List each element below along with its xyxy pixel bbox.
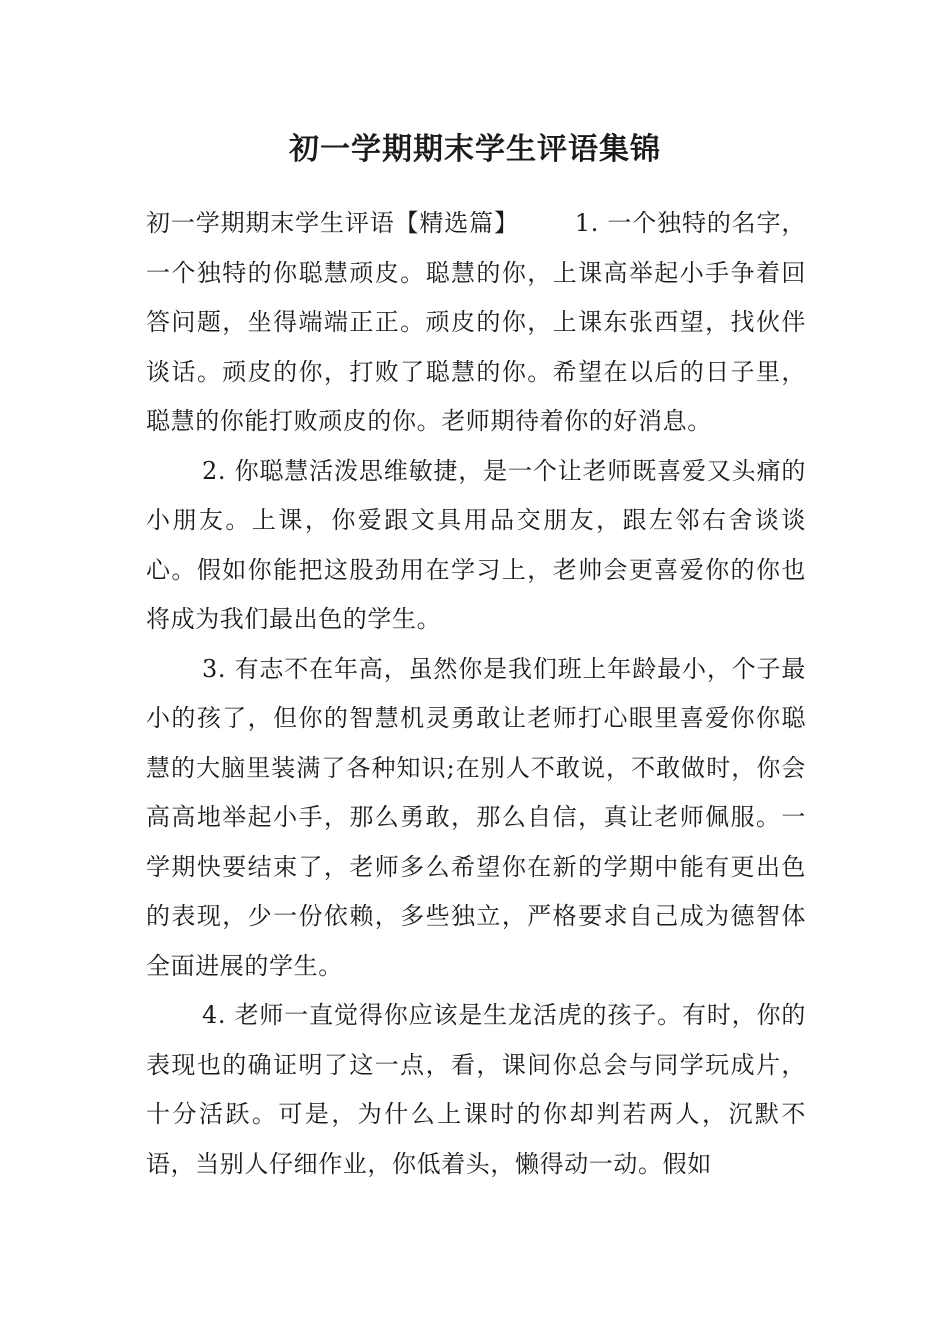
paragraph-1-text: 1. 一个独特的名字，一个独特的你聪慧顽皮。聪慧的你，上课高举起小手争着回答问题，坐得端端正正。顽皮的你，上课东张西望，找伙伴谈话。顽皮的你，打败了聪慧的你。希望在以后的日子里，聪慧的你能打败顽皮的你。老师期待着你的好消息。	[146, 209, 806, 435]
document-title: 初一学期期末学生评语集锦	[289, 132, 661, 167]
document-body	[146, 199, 806, 1189]
paragraph-4: 4. 老师一直觉得你应该是生龙活虎的孩子。有时，你的表现也的确证明了这一点，看，课间你总会与同学玩成片，十分活跃。可是，为什么上课时的你却判若两人，沉默不语，当别人仔细作业，你低着头，懒得动一动。假如	[146, 1001, 806, 1178]
paragraph-3: 3. 有志不在年高，虽然你是我们班上年龄最小，个子最小的孩了，但你的智慧机灵勇敢让老师打心眼里喜爱你你聪慧的大脑里装满了各种知识;在别人不敢说，不敢做时，你会高高地举起小手，那么勇敢，那么自信，真让老师佩服。一学期快要结束了，老师多么希望你在新的学期中能有更出色的表现，少一份依赖，多些独立，严格要求自己成为德智体全面进展的学生。	[146, 654, 806, 980]
paragraph-2: 2. 你聪慧活泼思维敏捷，是一个让老师既喜爱又头痛的小朋友。上课，你爱跟文具用品交朋友，跟左邻右舍谈谈心。假如你能把这股劲用在学习上，老帅会更喜爱你的你也将成为我们最出色的学生。	[146, 456, 806, 633]
paragraph-1	[146, 199, 806, 447]
intro-label: 初一学期期末学生评语【精选篇】	[146, 209, 519, 237]
